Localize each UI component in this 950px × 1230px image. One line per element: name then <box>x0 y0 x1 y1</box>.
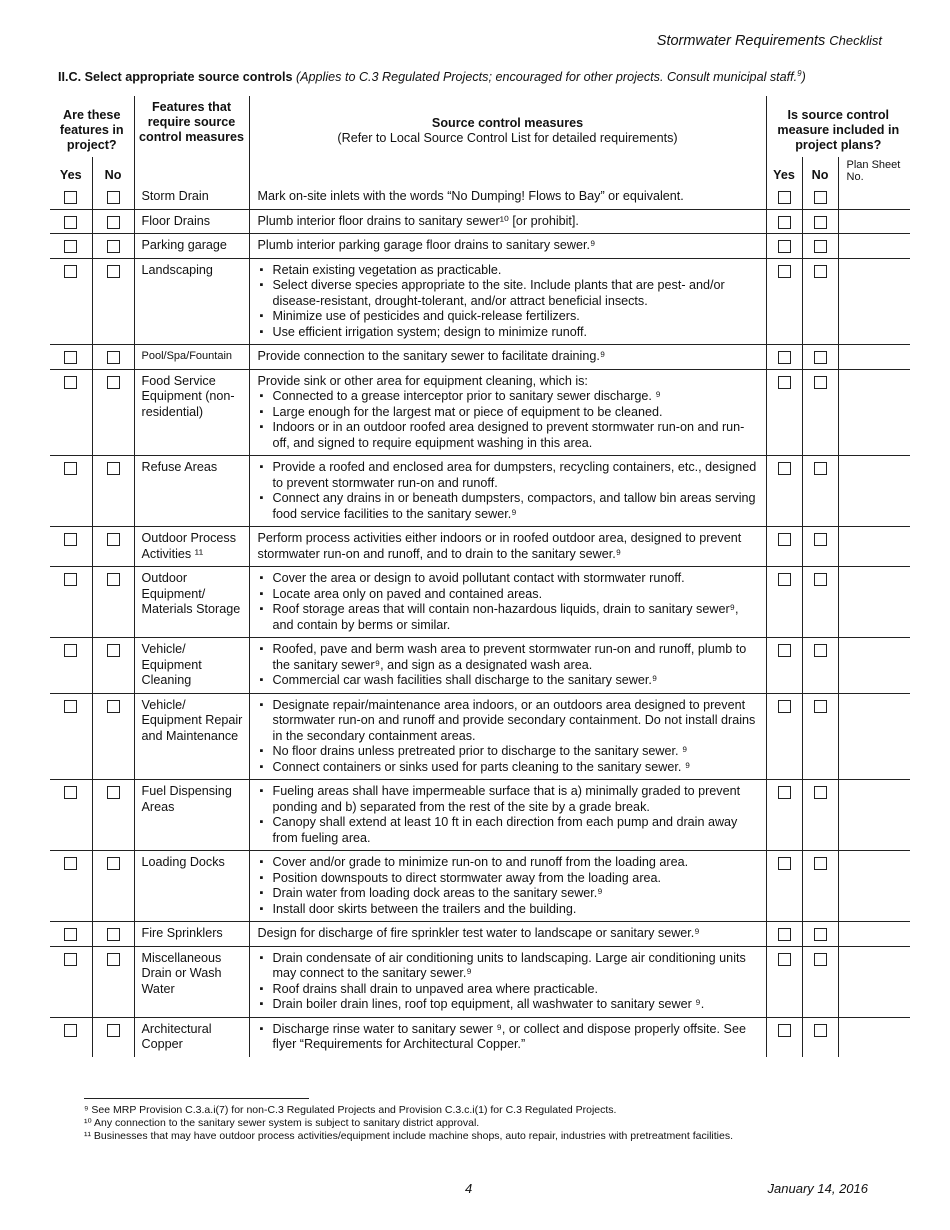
included-no-checkbox[interactable] <box>814 240 827 253</box>
table-row <box>50 693 910 780</box>
source-control-measure <box>249 851 766 922</box>
footnote-rule <box>84 1098 309 1099</box>
col-yes-2: Yes <box>766 157 802 185</box>
included-yes-checkbox[interactable] <box>778 376 791 389</box>
source-control-measure <box>249 456 766 527</box>
feature-no-checkbox[interactable] <box>107 216 120 229</box>
source-control-measure <box>249 527 766 567</box>
source-control-measure <box>249 185 766 209</box>
plan-sheet-field[interactable] <box>838 258 910 345</box>
measure-bullet: ▪ Retain existing vegetation as practicable. <box>258 263 760 279</box>
plan-sheet-field[interactable] <box>838 946 910 1017</box>
measure-bullet: ▪ Roof drains shall drain to unpaved area where practicable. <box>258 982 760 998</box>
measure-text: Mark on-site inlets with the words “No Dumping! Flows to Bay” or equivalent. <box>257 189 684 203</box>
plan-sheet-field[interactable] <box>838 567 910 638</box>
included-no-checkbox[interactable] <box>814 351 827 364</box>
feature-no-checkbox[interactable] <box>107 644 120 657</box>
table-row <box>50 922 910 947</box>
feature-yes-checkbox[interactable] <box>64 376 77 389</box>
measure-bullet: ▪ Commercial car wash facilities shall discharge to the sanitary sewer.⁹ <box>258 673 760 689</box>
feature-no-checkbox[interactable] <box>107 265 120 278</box>
feature-no-checkbox[interactable] <box>107 191 120 204</box>
header-title: Stormwater Requirements <box>656 33 826 49</box>
feature-name: Vehicle/ Equipment Repair and Maintenance <box>134 693 249 780</box>
included-no-checkbox[interactable] <box>814 191 827 204</box>
included-yes-checkbox[interactable] <box>778 191 791 204</box>
feature-yes-checkbox[interactable] <box>64 240 77 253</box>
feature-no-checkbox[interactable] <box>107 351 120 364</box>
footnote-9: ⁹ See MRP Provision C.3.a.i(7) for non-C.3 Regulated Projects and Provision C.3.c.i(1) for C.3 Regulated Projects. <box>84 1104 617 1116</box>
included-yes-checkbox[interactable] <box>778 351 791 364</box>
plan-sheet-field[interactable] <box>838 1017 910 1057</box>
measure-bullet: ▪ Select diverse species appropriate to the site. Include plants that are pest- and/or disease-resistant, drought-tolerant, and/or attract beneficial insects. <box>258 278 760 309</box>
measure-bullet: ▪ Large enough for the largest mat or piece of equipment to be cleaned. <box>258 405 760 421</box>
plan-sheet-field[interactable] <box>838 780 910 851</box>
included-yes-checkbox[interactable] <box>778 216 791 229</box>
source-control-measure <box>249 345 766 370</box>
measure-bullet: ▪ Cover and/or grade to minimize run-on to and runoff from the loading area. <box>258 855 760 871</box>
plan-sheet-field[interactable] <box>838 693 910 780</box>
measure-text: Provide sink or other area for equipment cleaning, which is: <box>257 373 588 388</box>
feature-name: Refuse Areas <box>134 456 249 527</box>
measure-bullet: ▪ Roofed, pave and berm wash area to prevent stormwater run-on and runoff, plumb to the sanitary sewer⁹, and sign as a designated wash area. <box>258 642 760 673</box>
section-label: II.C. Select appropriate source controls <box>58 70 293 84</box>
measure-bullet: ▪ Drain condensate of air conditioning units to landscaping. Large air conditioning units may connect to the sanitary sewer.⁹ <box>258 951 760 982</box>
feature-name: Outdoor Equipment/ Materials Storage <box>134 567 249 638</box>
section-note: (Applies to C.3 Regulated Projects; encouraged for other projects. Consult municipal staff.$^9$) <box>295 68 806 84</box>
feature-no-checkbox[interactable] <box>107 573 120 586</box>
measure-bullet: ▪ Discharge rinse water to sanitary sewer ⁹, or collect and dispose properly offsite. See flyer “Requirements for Architectural Copper.” <box>258 1022 760 1053</box>
plan-sheet-field[interactable] <box>838 234 910 259</box>
col-measures <box>249 96 766 157</box>
measure-bullet: ▪ Connected to a grease interceptor prior to sanitary sewer discharge. ⁹ <box>258 389 760 405</box>
included-yes-checkbox[interactable] <box>778 644 791 657</box>
plan-sheet-field[interactable] <box>838 456 910 527</box>
measure-bullet: ▪ Indoors or in an outdoor roofed area designed to prevent stormwater run-on and run-off, and signed to require equipment washing in this area. <box>258 420 760 451</box>
measure-text: Plumb interior floor drains to sanitary sewer¹⁰ [or prohibit]. <box>257 213 579 228</box>
included-yes-checkbox[interactable] <box>778 265 791 278</box>
included-no-checkbox[interactable] <box>814 216 827 229</box>
plan-sheet-field[interactable] <box>838 922 910 947</box>
source-control-measure <box>249 369 766 456</box>
included-yes-checkbox[interactable] <box>778 953 791 966</box>
included-no-checkbox[interactable] <box>814 644 827 657</box>
measure-bullet: ▪ Designate repair/maintenance area indoors, or an outdoors area designed to prevent stormwater run-on and runoff and provide secondary containment. Do not install drains in the secondary containment areas. <box>258 698 760 745</box>
feature-no-checkbox[interactable] <box>107 953 120 966</box>
plan-sheet-field[interactable] <box>838 185 910 209</box>
source-control-measure <box>249 922 766 947</box>
included-no-checkbox[interactable] <box>814 462 827 475</box>
feature-no-checkbox[interactable] <box>107 700 120 713</box>
measure-bullet: ▪ Connect containers or sinks used for parts cleaning to the sanitary sewer. ⁹ <box>258 760 760 776</box>
table-row <box>50 185 910 209</box>
table-row <box>50 527 910 567</box>
included-no-checkbox[interactable] <box>814 265 827 278</box>
feature-name: Miscellaneous Drain or Wash Water <box>134 946 249 1017</box>
feature-no-checkbox[interactable] <box>107 533 120 546</box>
measure-bullet: ▪ No floor drains unless pretreated prior to discharge to the sanitary sewer. ⁹ <box>258 744 760 760</box>
measure-bullet: ▪ Drain water from loading dock areas to the sanitary sewer.⁹ <box>258 886 760 902</box>
feature-name: Floor Drains <box>134 209 249 234</box>
source-control-measure <box>249 946 766 1017</box>
measure-bullet: ▪ Fueling areas shall have impermeable surface that is a) minimally graded to prevent ponding and b) separated from the rest of the site by a grade break. <box>258 784 760 815</box>
source-controls-table <box>50 96 910 1057</box>
feature-name: Pool/Spa/Fountain <box>134 345 249 370</box>
footnote-11: ¹¹ Businesses that may have outdoor process activities/equipment include machine shops, auto repair, industries with pretreatment facilities. <box>84 1130 733 1142</box>
source-control-measure <box>249 567 766 638</box>
included-no-checkbox[interactable] <box>814 953 827 966</box>
measure-bullet: ▪ Use efficient irrigation system; design to minimize runoff. <box>258 325 760 341</box>
feature-yes-checkbox[interactable] <box>64 1024 77 1037</box>
table-row <box>50 567 910 638</box>
source-control-measure <box>249 693 766 780</box>
feature-yes-checkbox[interactable] <box>64 928 77 941</box>
feature-no-checkbox[interactable] <box>107 857 120 870</box>
included-yes-checkbox[interactable] <box>778 928 791 941</box>
included-yes-checkbox[interactable] <box>778 700 791 713</box>
feature-yes-checkbox[interactable] <box>64 533 77 546</box>
col-features-question: Are these features in project? <box>50 96 134 157</box>
included-no-checkbox[interactable] <box>814 928 827 941</box>
measure-text: Plumb interior parking garage floor drains to sanitary sewer.⁹ <box>257 238 596 252</box>
measure-text: Design for discharge of fire sprinkler test water to landscape or sanitary sewer.⁹ <box>257 926 700 940</box>
col-measures-sub: (Refer to Local Source Control List for detailed requirements) <box>337 131 678 145</box>
feature-yes-checkbox[interactable] <box>64 953 77 966</box>
source-control-measure <box>249 780 766 851</box>
feature-yes-checkbox[interactable] <box>64 857 77 870</box>
feature-name: Loading Docks <box>134 851 249 922</box>
measure-bullet: ▪ Locate area only on paved and contained areas. <box>258 587 760 603</box>
feature-yes-checkbox[interactable] <box>64 216 77 229</box>
included-no-checkbox[interactable] <box>814 573 827 586</box>
feature-name: Landscaping <box>134 258 249 345</box>
included-no-checkbox[interactable] <box>814 1024 827 1037</box>
included-no-checkbox[interactable] <box>814 786 827 799</box>
col-measures-title: Source control measures <box>431 116 584 130</box>
table-row <box>50 345 910 370</box>
section-heading <box>58 70 908 84</box>
measure-bullet: ▪ Drain boiler drain lines, roof top equipment, all washwater to sanitary sewer ⁹. <box>258 997 760 1013</box>
feature-yes-checkbox[interactable] <box>64 351 77 364</box>
feature-no-checkbox[interactable] <box>107 240 120 253</box>
feature-yes-checkbox[interactable] <box>64 644 77 657</box>
table-row <box>50 369 910 456</box>
measure-bullet: ▪ Roof storage areas that will contain non-hazardous liquids, drain to sanitary sewer⁹, and contain by berms or similar. <box>258 602 760 633</box>
feature-yes-checkbox[interactable] <box>64 786 77 799</box>
feature-no-checkbox[interactable] <box>107 462 120 475</box>
source-control-measure <box>249 209 766 234</box>
table-row <box>50 209 910 234</box>
source-control-measure <box>249 258 766 345</box>
footnote-10: ¹⁰ Any connection to the sanitary sewer system is subject to sanitary district approval. <box>84 1117 480 1129</box>
feature-name: Storm Drain <box>134 185 249 209</box>
included-yes-checkbox[interactable] <box>778 240 791 253</box>
feature-name: Parking garage <box>134 234 249 259</box>
included-yes-checkbox[interactable] <box>778 857 791 870</box>
col-yes-1: Yes <box>59 168 82 182</box>
included-no-checkbox[interactable] <box>814 533 827 546</box>
table-row <box>50 234 910 259</box>
included-yes-checkbox[interactable] <box>778 533 791 546</box>
table-row <box>50 946 910 1017</box>
measure-text: Perform process activities either indoors or in roofed outdoor area, designed to prevent stormwater run-on and runoff, and to drain to the sanitary sewer.⁹ <box>257 531 742 561</box>
footnotes <box>84 1104 733 1143</box>
included-yes-checkbox[interactable] <box>778 786 791 799</box>
col-plan-sheet: Plan Sheet No. <box>846 159 901 183</box>
measure-bullet: ▪ Position downspouts to direct stormwater away from the loading area. <box>258 871 760 887</box>
included-yes-checkbox[interactable] <box>778 462 791 475</box>
feature-yes-checkbox[interactable] <box>64 191 77 204</box>
source-control-measure <box>249 638 766 694</box>
included-no-checkbox[interactable] <box>814 857 827 870</box>
feature-name: Outdoor Process Activities ¹¹ <box>134 527 249 567</box>
feature-name: Fire Sprinklers <box>134 922 249 947</box>
plan-sheet-field[interactable] <box>838 527 910 567</box>
measure-text: Provide connection to the sanitary sewer to facilitate draining.⁹ <box>257 349 606 363</box>
col-no-1: No <box>92 157 134 185</box>
measure-bullet: ▪ Canopy shall extend at least 10 ft in each direction from each pump and drain away from fueling area. <box>258 815 760 846</box>
feature-yes-checkbox[interactable] <box>64 700 77 713</box>
table-row <box>50 456 910 527</box>
plan-sheet-field[interactable] <box>838 638 910 694</box>
table-row <box>50 780 910 851</box>
col-included-question: Is source control measure included in project plans? <box>777 108 900 152</box>
source-control-measure <box>249 234 766 259</box>
measure-bullet: ▪ Cover the area or design to avoid pollutant contact with stormwater runoff. <box>258 571 760 587</box>
feature-no-checkbox[interactable] <box>107 786 120 799</box>
feature-no-checkbox[interactable] <box>107 376 120 389</box>
plan-sheet-field[interactable] <box>838 209 910 234</box>
feature-name: Food Service Equipment (non-residential) <box>134 369 249 456</box>
page-number: 4 <box>465 1181 473 1196</box>
page-header <box>657 33 882 49</box>
feature-yes-checkbox[interactable] <box>64 462 77 475</box>
source-control-measure <box>249 1017 766 1057</box>
measure-bullet: ▪ Connect any drains in or beneath dumpsters, compactors, and tallow bin areas serving food service facilities to the sanitary sewer.⁹ <box>258 491 760 522</box>
feature-name: Fuel Dispensing Areas <box>134 780 249 851</box>
table-row <box>50 638 910 694</box>
page-date: January 14, 2016 <box>767 1181 868 1196</box>
included-yes-checkbox[interactable] <box>778 573 791 586</box>
measure-bullet: ▪ Provide a roofed and enclosed area for dumpsters, recycling containers, etc., designed to prevent stormwater run-on and runoff. <box>258 460 760 491</box>
plan-sheet-field[interactable] <box>838 369 910 456</box>
col-no-2: No <box>802 157 838 185</box>
included-no-checkbox[interactable] <box>814 376 827 389</box>
feature-no-checkbox[interactable] <box>107 1024 120 1037</box>
plan-sheet-field[interactable] <box>838 345 910 370</box>
feature-yes-checkbox[interactable] <box>64 573 77 586</box>
feature-no-checkbox[interactable] <box>107 928 120 941</box>
included-yes-checkbox[interactable] <box>778 1024 791 1037</box>
plan-sheet-field[interactable] <box>838 851 910 922</box>
measure-bullet: ▪ Install door skirts between the trailers and the building. <box>258 902 760 918</box>
included-no-checkbox[interactable] <box>814 700 827 713</box>
feature-name: Architectural Copper <box>134 1017 249 1057</box>
table-row <box>50 1017 910 1057</box>
table-row <box>50 258 910 345</box>
measure-bullet: ▪ Minimize use of pesticides and quick-release fertilizers. <box>258 309 760 325</box>
col-features: Features that require source control measures <box>134 96 249 157</box>
header-title-small: Checklist <box>829 33 882 48</box>
table-row <box>50 851 910 922</box>
feature-name: Vehicle/ Equipment Cleaning <box>134 638 249 694</box>
feature-yes-checkbox[interactable] <box>64 265 77 278</box>
